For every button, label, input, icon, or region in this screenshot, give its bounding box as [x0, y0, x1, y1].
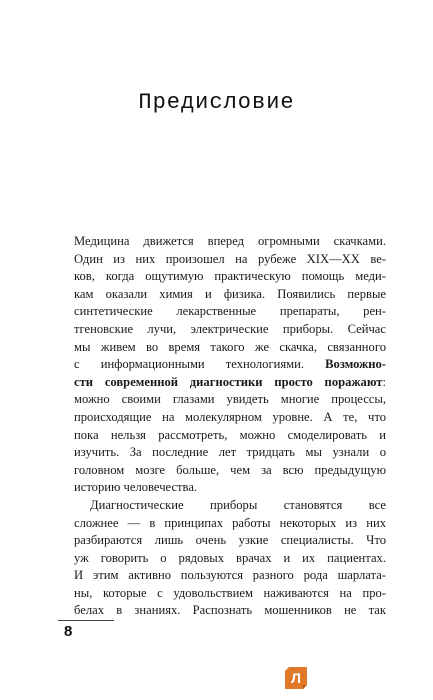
page-number: 8 [64, 623, 73, 640]
text-line: разбираются лишь очень узкие специалисты. Что [74, 533, 386, 548]
chapter-title: Предисловие [138, 90, 295, 115]
text-line: синтетические лекарственные препараты, рен- [74, 304, 386, 319]
text-line: тгеновские лучи, электрические приборы. Сейчас [74, 321, 386, 336]
text-line: белах в знаниях. Распознать мошенников не так [74, 603, 386, 618]
publisher-logo-icon [283, 665, 309, 691]
text-line: можно своими глазами увидеть многие процессы, [74, 392, 386, 407]
text-line: Один из них произошел на рубеже XIX—XX ве- [74, 251, 386, 266]
text-line [74, 356, 386, 374]
text-line: сложнее — в принципах работы некоторых из них [74, 515, 386, 530]
text-line: изучить. За последние лет тридцать мы узнали о [74, 445, 386, 460]
text-line: уж говорить о рядовых врачах и их пациентах. [74, 550, 386, 565]
paragraph-1 [74, 233, 386, 497]
text-line: происходящие на молекулярном уровне. А те, что [74, 409, 386, 424]
text-line: Медицина движется вперед огромными скачками. [74, 234, 386, 248]
text-line: Диагностические приборы становятся все [90, 497, 386, 512]
body-text [74, 233, 386, 620]
text-line: мы живем во время такого же скачка, связанного [74, 339, 386, 354]
text-line: кам оказали химия и физика. Появились первые [74, 286, 386, 301]
bold-text-segment: сти современной диагностики просто поражают [74, 374, 383, 389]
paragraph-2 [74, 497, 386, 620]
text-line: ны, которые с удовольствием наживаются на про- [74, 585, 386, 600]
text-line: головном мозге больше, чем за всю предыдущую [74, 462, 386, 477]
footer-rule [58, 620, 114, 621]
bold-text-segment: Возможно- [325, 357, 386, 372]
text-line: И этим активно пользуются разного рода шарлата- [74, 568, 386, 583]
logo-letter: Л [291, 670, 301, 686]
text-segment: с информационными технологиями. [74, 357, 326, 372]
text-segment: : [382, 374, 386, 389]
text-line: историю человечества. [74, 480, 198, 495]
text-line: ков, когда ощутимую практическую помощь меди- [74, 269, 386, 284]
text-line [74, 374, 386, 392]
text-line: пока нельзя рассмотреть, можно смоделировать и [74, 427, 386, 442]
